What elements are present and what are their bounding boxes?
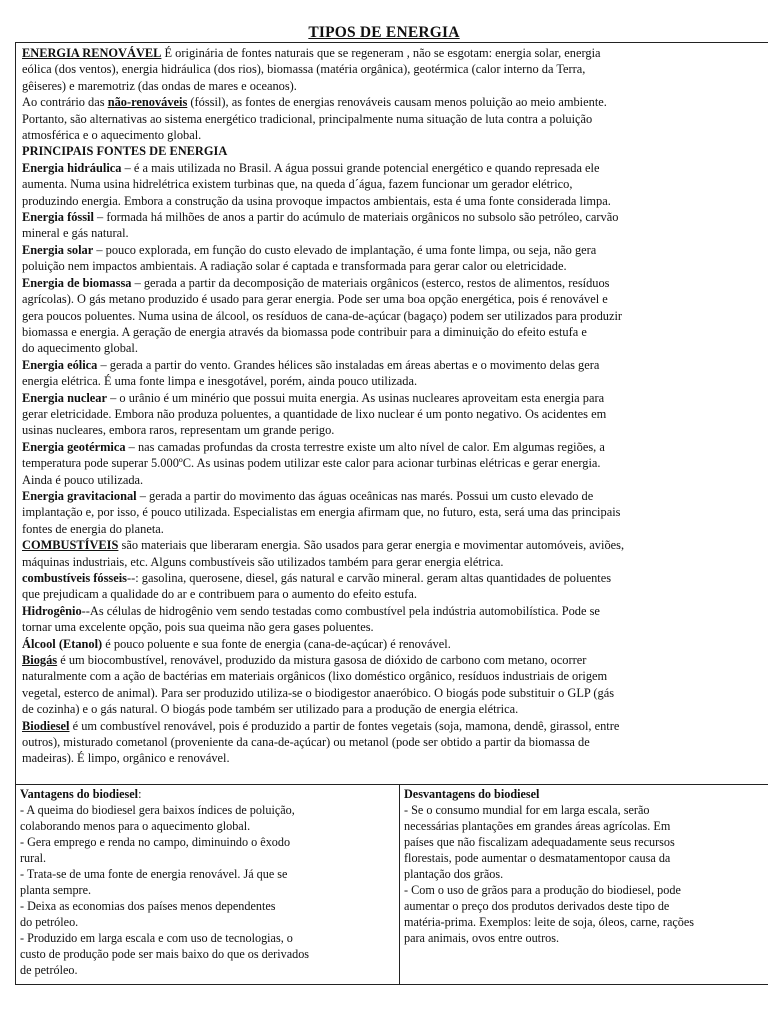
eolica-term: Energia eólica (22, 357, 98, 372)
eolica-line: energia elétrica. É uma fonte limpa e inesgotável, porém, ainda pouco utilizada. (22, 374, 418, 389)
fossil-line: Energia fóssil – formada há milhões de anos a partir do acúmulo de materiais orgânicos no subsolo são petróleo, carvão (22, 210, 619, 225)
fosseis-line: que prejudicam a qualidade do ar e contribuem para o aumento do efeito estufa. (22, 587, 417, 602)
advantages-line: planta sempre. (20, 883, 92, 897)
advantages-line: - Trata-se de uma fonte de energia renovável. Já que se (20, 867, 288, 881)
biomassa-line: agrícolas). O gás metano produzido é usado para gerar energia. Pode ser uma boa opção energética, pois é renovável e (22, 292, 608, 307)
geotermica-term: Energia geotérmica (22, 439, 126, 454)
hidraulica-term: Energia hidráulica (22, 160, 122, 175)
page-title: TIPOS DE ENERGIA (308, 24, 460, 41)
biodiesel-comparison-table (16, 784, 768, 984)
biodiesel-line: outros), misturado cometanol (proveniente da cana-de-açúcar) ou metanol (pode ser obtido a partir da biomassa de (22, 735, 590, 750)
disadvantages-line: - Com o uso de grãos para a produção do biodiesel, pode (404, 883, 681, 897)
nuclear-line: usinas nucleares, embora raros, representam um grande perigo. (22, 423, 335, 438)
nuclear-line: Energia nuclear – o urânio é um minério que possui muita energia. As usinas nucleares aproveitam esta energia para (22, 390, 605, 405)
biodiesel-line: Biodiesel é um combustível renovável, pois é produzido a partir de fontes vegetais (soja, mamona, dendê, girassol, entre (22, 718, 620, 733)
solar-term: Energia solar (22, 242, 94, 257)
intro-line: atmosférica e o aquecimento global. (22, 128, 202, 143)
disadvantages-line: necessárias plantações em grandes áreas agrícolas. Em (404, 819, 671, 833)
biomassa-line: gera poucos poluentes. Numa usina de álcool, os resíduos de cana-de-açúcar (bagaço) podem ser utilizados para produzir (22, 308, 623, 323)
geotermica-line: temperatura pode superar 5.000ºC. As usinas podem utilizar este calor para acionar turbinas elétricas e gerar energia. (22, 456, 601, 471)
advantages-heading: Vantagens do biodiesel: (20, 787, 142, 801)
intro-contrast-line: Ao contrário das não-renováveis (fóssil), as fontes de energias renováveis causam menos poluição ao meio ambiente. (22, 95, 607, 110)
disadvantages-line: países que não fiscalizam adequadamente seus recursos (404, 835, 675, 849)
advantages-line: colaborando menos para o aquecimento global. (20, 819, 251, 833)
disadvantages-line: florestais, pode aumentar o desmatamentopor causa da (404, 851, 671, 865)
advantages-cell (16, 785, 400, 985)
geotermica-line: Ainda é pouco utilizada. (22, 472, 144, 487)
fossil-line: mineral e gás natural. (22, 226, 129, 241)
biomassa-term: Energia de biomassa (22, 275, 132, 290)
disadvantages-line: - Se o consumo mundial for em larga escala, serão (404, 803, 650, 817)
disadvantages-line: matéria-prima. Exemplos: leite de soja, óleos, carne, rações (404, 915, 695, 929)
combustiveis-line: COMBUSTÍVEIS são materiais que liberaram energia. São usados para gerar energia e movimentar automóveis, aviões, (22, 538, 625, 553)
advantages-line: custo de produção pode ser mais baixo do que os derivados (20, 947, 310, 961)
biogas-line: vegetal, esterco de animal). Para ser produzido utiliza-se o biodigestor anaeróbico. O biogás pode substituir o GLP (gás (22, 685, 615, 700)
renewable-heading: ENERGIA RENOVÁVEL (22, 46, 162, 60)
content-table (15, 42, 768, 985)
fosseis-term: combustíveis fósseis (22, 571, 127, 585)
biodiesel-line: madeiras). É limpo, orgânico e renovável. (22, 751, 230, 766)
hidrogenio-line: Hidrogênio--As células de hidrogênio vem sendo testadas como combustível pela indústria automobilística. Pode se (22, 603, 600, 618)
gravitacional-line: fontes de energia do planeta. (22, 521, 164, 536)
combustiveis-term: COMBUSTÍVEIS (22, 538, 119, 553)
advantages-line: de petróleo. (20, 963, 78, 977)
hidrogenio-term: Hidrogênio (22, 603, 82, 618)
alcool-term: Álcool (Etanol) (22, 636, 103, 651)
hidraulica-line: aumenta. Numa usina hidrelétrica existem turbinas que, na queda d´água, fazem funcionar um gerador elétrico, (22, 177, 573, 192)
gravitacional-line: Energia gravitacional – gerada a partir do movimento das águas oceânicas nas marés. Possui um custo elevado de (22, 488, 594, 503)
main-text-cell (16, 43, 768, 784)
intro-line: Portanto, são alternativas ao sistema energético tradicional, principalmente numa situação de luta contra a poluição (22, 111, 593, 126)
fossil-term: Energia fóssil (22, 210, 94, 225)
fosseis-line: combustíveis fósseis--: gasolina, querosene, diesel, gás natural e carvão mineral. geram altas quantidades de poluentes (22, 571, 612, 585)
disadvantages-line: para animais, ovos entre outros. (404, 931, 560, 945)
hidraulica-line: produzindo energia. Embora a construção da usina provoque impactos ambientais, esta é uma fonte considerada limpa. (22, 193, 611, 208)
advantages-line: - A queima do biodiesel gera baixos índices de poluição, (20, 803, 295, 817)
biogas-line: Biogás é um biocombustível, renovável, produzido da mistura gasosa de dióxido de carbono com metano, ocorrer (22, 653, 587, 668)
intro-line-1: ENERGIA RENOVÁVEL É originária de fontes naturais que se regeneram , não se esgotam: energia solar, energia (22, 46, 601, 60)
disadvantages-line: aumentar o preço dos produtos derivados deste tipo de (404, 899, 670, 913)
intro-line: gêiseres) e maremotriz (das ondas de mares e oceanos). (22, 78, 297, 93)
biomassa-line: do aquecimento global. (22, 341, 138, 356)
sources-heading: PRINCIPAIS FONTES DE ENERGIA (22, 144, 228, 159)
eolica-line: Energia eólica – gerada a partir do vento. Grandes hélices são instaladas em áreas abertas e o movimento delas gera (22, 357, 600, 372)
biodiesel-term: Biodiesel (22, 718, 70, 733)
disadvantages-line: plantação dos grãos. (404, 867, 504, 881)
advantages-line: - Produzido em larga escala e com uso de tecnologias, o (20, 931, 293, 945)
hidrogenio-line: tornar uma excelente opção, pois sua queima não gera gases poluentes. (22, 620, 374, 635)
intro-line: eólica (dos ventos), energia hidráulica (dos rios), biomassa (matéria orgânica), geotérmica (calor interno da Terra, (22, 62, 586, 77)
advantages-line: rural. (20, 851, 47, 865)
advantages-line: - Deixa as economias dos países menos dependentes (20, 899, 276, 913)
gravitacional-term: Energia gravitacional (22, 488, 137, 503)
biogas-term: Biogás (22, 653, 58, 668)
biomassa-line: biomassa e energia. A geração de energia através da biomassa pode contribuir para a diminuição do efeito estufa e (22, 324, 587, 339)
nuclear-term: Energia nuclear (22, 390, 108, 405)
solar-line: Energia solar – pouco explorada, em função do custo elevado de implantação, é uma fonte limpa, ou seja, não gera (22, 242, 597, 257)
disadvantages-cell (400, 785, 768, 985)
biogas-line: de cozinha) e o gás natural. O biogás pode também ser utilizado para a produção de energia elétrica. (22, 702, 519, 717)
disadvantages-heading: Desvantagens do biodiesel (404, 787, 540, 801)
non-renewable-term: não-renováveis (107, 95, 188, 110)
hidraulica-line: Energia hidráulica – é a mais utilizada no Brasil. A água possui grande potencial energético e quando represada ele (22, 160, 600, 175)
combustiveis-line: máquinas industriais, etc. Alguns combustíveis são utilizados também para gerar energia elétrica. (22, 554, 504, 569)
advantages-line: - Gera emprego e renda no campo, diminuindo o êxodo (20, 835, 291, 849)
gravitacional-line: implantação e, por isso, é pouco utilizada. Especialistas em energia afirmam que, no futuro, esta, será uma das principais (22, 505, 621, 520)
advantages-line: do petróleo. (20, 915, 79, 929)
biomassa-line: Energia de biomassa – gerada a partir da decomposição de materiais orgânicos (esterco, restos de alimentos, resíduos (22, 275, 610, 290)
geotermica-line: Energia geotérmica – nas camadas profundas da crosta terrestre existe um alto nível de calor. Em algumas regiões, a (22, 439, 605, 454)
solar-line: poluição nem impactos ambientais. A radiação solar é captada e transformada para gerar calor ou eletricidade. (22, 259, 567, 274)
alcool-line: Álcool (Etanol) é pouco poluente e sua fonte de energia (cana-de-açúcar) é renovável. (22, 636, 451, 651)
nuclear-line: gerar eletricidade. Embora não produza poluentes, a quantidade de lixo nuclear é um ponto negativo. Os acidentes em (22, 406, 607, 421)
biogas-line: naturalmente com a ação de bactérias em materiais orgânicos (lixo doméstico orgânico, resíduos industriais de origem (22, 669, 608, 684)
